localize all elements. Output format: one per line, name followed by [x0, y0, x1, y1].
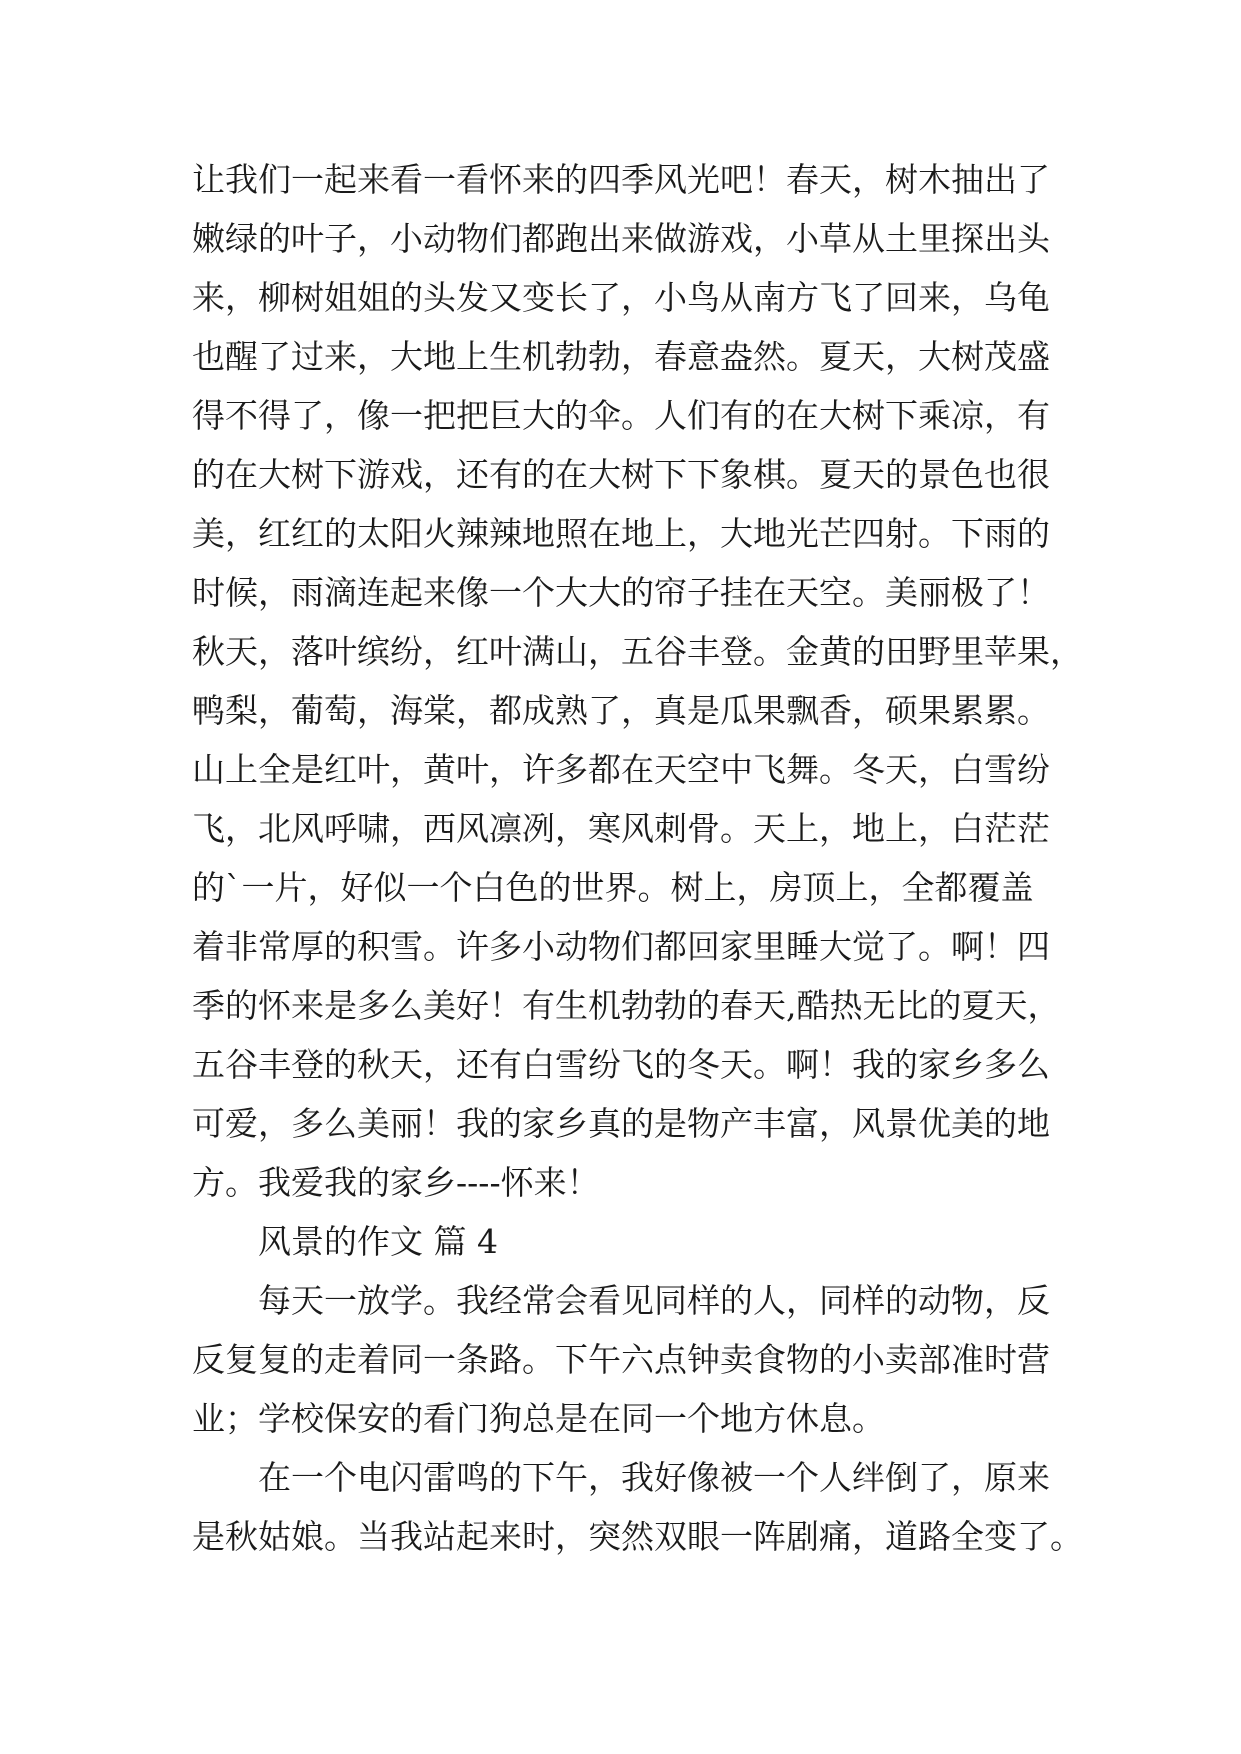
paragraph-seasons [192, 150, 1083, 1212]
text-line: 鸭梨，葡萄，海棠，都成熟了，真是瓜果飘香，硕果累累。 [192, 691, 1050, 730]
text-line: 秋天，落叶缤纷，红叶满山，五谷丰登。金黄的田野里苹果， [192, 632, 1083, 671]
text-line: 让我们一起来看一看怀来的四季风光吧！春天，树木抽出了 [192, 160, 1050, 199]
text-line: 五谷丰登的秋天，还有白雪纷飞的冬天。啊！我的家乡多么 [192, 1045, 1050, 1084]
text-line: 业；学校保安的看门狗总是在同一个地方休息。 [192, 1399, 885, 1438]
text-line: 的在大树下游戏，还有的在大树下下象棋。夏天的景色也很 [192, 455, 1050, 494]
text-line: 山上全是红叶，黄叶，许多都在天空中飞舞。冬天，白雪纷 [192, 750, 1050, 789]
text-line: 嫩绿的叶子，小动物们都跑出来做游戏，小草从土里探出头 [192, 219, 1050, 258]
text-line: 是秋姑娘。当我站起来时，突然双眼一阵剧痛，道路全变了。 [192, 1517, 1083, 1556]
text-line: 得不得了，像一把把巨大的伞。人们有的在大树下乘凉，有 [192, 396, 1050, 435]
text-line: 着非常厚的积雪。许多小动物们都回家里睡大觉了。啊！四 [192, 927, 1050, 966]
text-line: 反复复的走着同一条路。下午六点钟卖食物的小卖部准时营 [192, 1340, 1050, 1379]
text-line: 来，柳树姐姐的头发又变长了，小鸟从南方飞了回来，乌龟 [192, 278, 1050, 317]
section-heading: 风景的作文 篇 4 [258, 1222, 498, 1261]
text-line: 飞，北风呼啸，西风凛冽，寒风刺骨。天上，地上，白茫茫 [192, 809, 1050, 848]
text-line: 时候，雨滴连起来像一个大大的帘子挂在天空。美丽极了！ [192, 573, 1050, 612]
essay-body [192, 150, 1083, 1566]
paragraph-thunderstorm [192, 1448, 1083, 1566]
text-line: 也醒了过来，大地上生机勃勃，春意盎然。夏天，大树茂盛 [192, 337, 1050, 376]
text-line: 美，红红的太阳火辣辣地照在地上，大地光芒四射。下雨的 [192, 514, 1050, 553]
text-line: 每天一放学。我经常会看见同样的人，同样的动物，反 [258, 1281, 1050, 1320]
text-line: 在一个电闪雷鸣的下午，我好像被一个人绊倒了，原来 [258, 1458, 1050, 1497]
text-line: 方。我爱我的家乡----怀来！ [192, 1163, 600, 1202]
paragraph-after-school [192, 1271, 1072, 1448]
text-line: 可爱，多么美丽！我的家乡真的是物产丰富，风景优美的地 [192, 1104, 1050, 1143]
text-line: 的`一片，好似一个白色的世界。树上，房顶上，全都覆盖 [192, 868, 1034, 907]
text-line: 季的怀来是多么美好！有生机勃勃的春天,酷热无比的夏天， [192, 986, 1061, 1025]
